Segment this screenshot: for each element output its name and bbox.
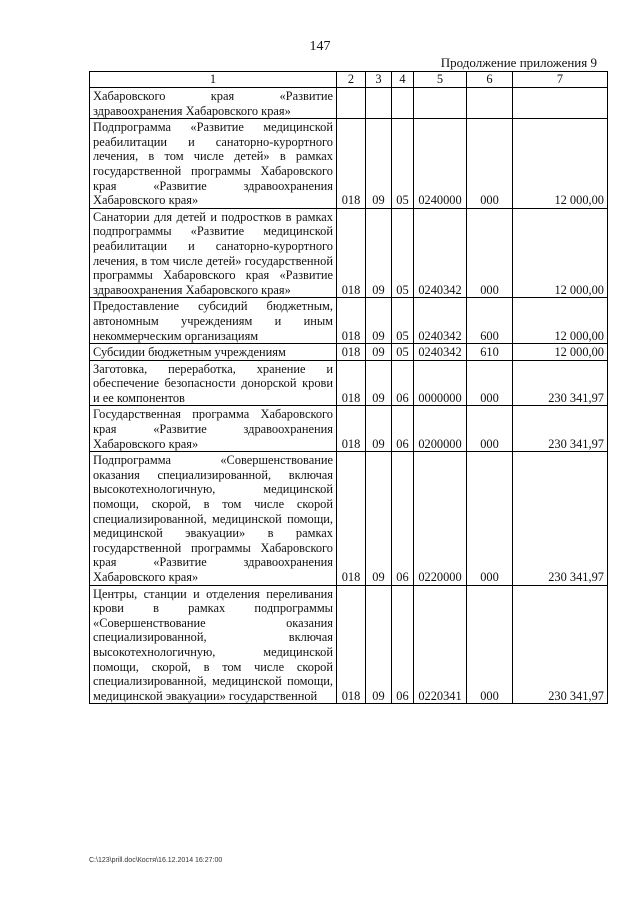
- row-description: Субсидии бюджетным учреждениям: [90, 344, 337, 361]
- column-header: 5: [414, 72, 467, 88]
- cell-ministry: 018: [337, 344, 366, 361]
- cell-ministry: 018: [337, 298, 366, 344]
- budget-table: [89, 71, 608, 704]
- cell-subsection: 05: [392, 119, 414, 209]
- table-row: [90, 119, 608, 209]
- table-row: [90, 585, 608, 704]
- cell-amount: 12 000,00: [513, 298, 608, 344]
- cell-amount: 12 000,00: [513, 119, 608, 209]
- cell-ministry: 018: [337, 208, 366, 298]
- cell-amount: 230 341,97: [513, 585, 608, 704]
- cell-subsection: 06: [392, 585, 414, 704]
- table-row: [90, 344, 608, 361]
- cell-expense-type: 000: [467, 208, 513, 298]
- cell-section: 09: [366, 208, 392, 298]
- cell-expense-type: 610: [467, 344, 513, 361]
- cell-section: 09: [366, 406, 392, 452]
- cell-expense-type: 600: [467, 298, 513, 344]
- table-row: [90, 88, 608, 119]
- cell-section: 09: [366, 298, 392, 344]
- cell-expense-type: 000: [467, 585, 513, 704]
- cell-target-article: 0000000: [414, 360, 467, 406]
- cell-subsection: 05: [392, 208, 414, 298]
- cell-section: 09: [366, 119, 392, 209]
- cell-expense-type: 000: [467, 452, 513, 585]
- column-header: 3: [366, 72, 392, 88]
- cell-subsection: 06: [392, 452, 414, 585]
- cell-section: [366, 88, 392, 119]
- column-header: 7: [513, 72, 608, 88]
- cell-ministry: 018: [337, 452, 366, 585]
- cell-target-article: 0200000: [414, 406, 467, 452]
- cell-amount: 230 341,97: [513, 406, 608, 452]
- cell-target-article: [414, 88, 467, 119]
- cell-section: 09: [366, 360, 392, 406]
- row-description: Государственная программа Хабаровского края «Развитие здравоохранения Хабаровского края»: [90, 406, 337, 452]
- row-description: Предоставление субсидий бюджетным, автономным учреждениям и иным некоммерческим организациям: [90, 298, 337, 344]
- table-row: [90, 208, 608, 298]
- table-row: [90, 406, 608, 452]
- cell-subsection: 06: [392, 360, 414, 406]
- cell-amount: 230 341,97: [513, 452, 608, 585]
- cell-ministry: 018: [337, 360, 366, 406]
- cell-expense-type: 000: [467, 119, 513, 209]
- header-row: [90, 72, 608, 88]
- row-description: Центры, станции и отделения переливания крови в рамках подпрограммы «Совершенствование оказания специализированной, включая высокотехнологичную, медицинской помощи, скорой, в том числе скорой специализированной, медицинской помощи, медицинской эвакуации» государственной: [90, 585, 337, 704]
- column-header: 4: [392, 72, 414, 88]
- cell-section: 09: [366, 344, 392, 361]
- table-row: [90, 298, 608, 344]
- cell-expense-type: [467, 88, 513, 119]
- cell-subsection: [392, 88, 414, 119]
- cell-target-article: 0240342: [414, 298, 467, 344]
- row-description: Санатории для детей и подростков в рамках подпрограммы «Развитие медицинской реабилитации и санаторно-курортного лечения, в том числе детей» государственной программы Хабаровского края «Развитие здравоохранения Хабаровского края»: [90, 208, 337, 298]
- row-description: Заготовка, переработка, хранение и обеспечение безопасности донорской крови и ее компонентов: [90, 360, 337, 406]
- row-description: Подпрограмма «Совершенствование оказания специализированной, включая высокотехнологичную, медицинской помощи, скорой, в том числе скорой специализированной, медицинской помощи, медицинской эвакуации» в рамках государственной программы Хабаровского края «Развитие здравоохранения Хабаровского края»: [90, 452, 337, 585]
- cell-target-article: 0240342: [414, 344, 467, 361]
- cell-ministry: [337, 88, 366, 119]
- cell-target-article: 0220341: [414, 585, 467, 704]
- cell-target-article: 0240000: [414, 119, 467, 209]
- table-row: [90, 452, 608, 585]
- row-description: Подпрограмма «Развитие медицинской реабилитации и санаторно-курортного лечения, в том числе детей» в рамках государственной программы Хабаровского края «Развитие здравоохранения Хабаровского края»: [90, 119, 337, 209]
- cell-subsection: 05: [392, 344, 414, 361]
- file-path-footer: C:\123\prill.doc\Костя\16.12.2014 16:27:00: [89, 857, 223, 864]
- cell-expense-type: 000: [467, 360, 513, 406]
- column-header: 2: [337, 72, 366, 88]
- cell-target-article: 0240342: [414, 208, 467, 298]
- cell-ministry: 018: [337, 585, 366, 704]
- table-row: [90, 360, 608, 406]
- page-number: 147: [309, 39, 331, 54]
- cell-section: 09: [366, 452, 392, 585]
- cell-amount: 230 341,97: [513, 360, 608, 406]
- cell-expense-type: 000: [467, 406, 513, 452]
- column-header: 1: [90, 72, 337, 88]
- column-header: 6: [467, 72, 513, 88]
- cell-section: 09: [366, 585, 392, 704]
- cell-ministry: 018: [337, 406, 366, 452]
- row-description: Хабаровского края «Развитие здравоохранения Хабаровского края»: [90, 88, 337, 119]
- cell-subsection: 06: [392, 406, 414, 452]
- cell-amount: 12 000,00: [513, 344, 608, 361]
- cell-target-article: 0220000: [414, 452, 467, 585]
- cell-subsection: 05: [392, 298, 414, 344]
- cell-ministry: 018: [337, 119, 366, 209]
- cell-amount: 12 000,00: [513, 208, 608, 298]
- continuation-note: Продолжение приложения 9: [440, 55, 597, 70]
- cell-amount: [513, 88, 608, 119]
